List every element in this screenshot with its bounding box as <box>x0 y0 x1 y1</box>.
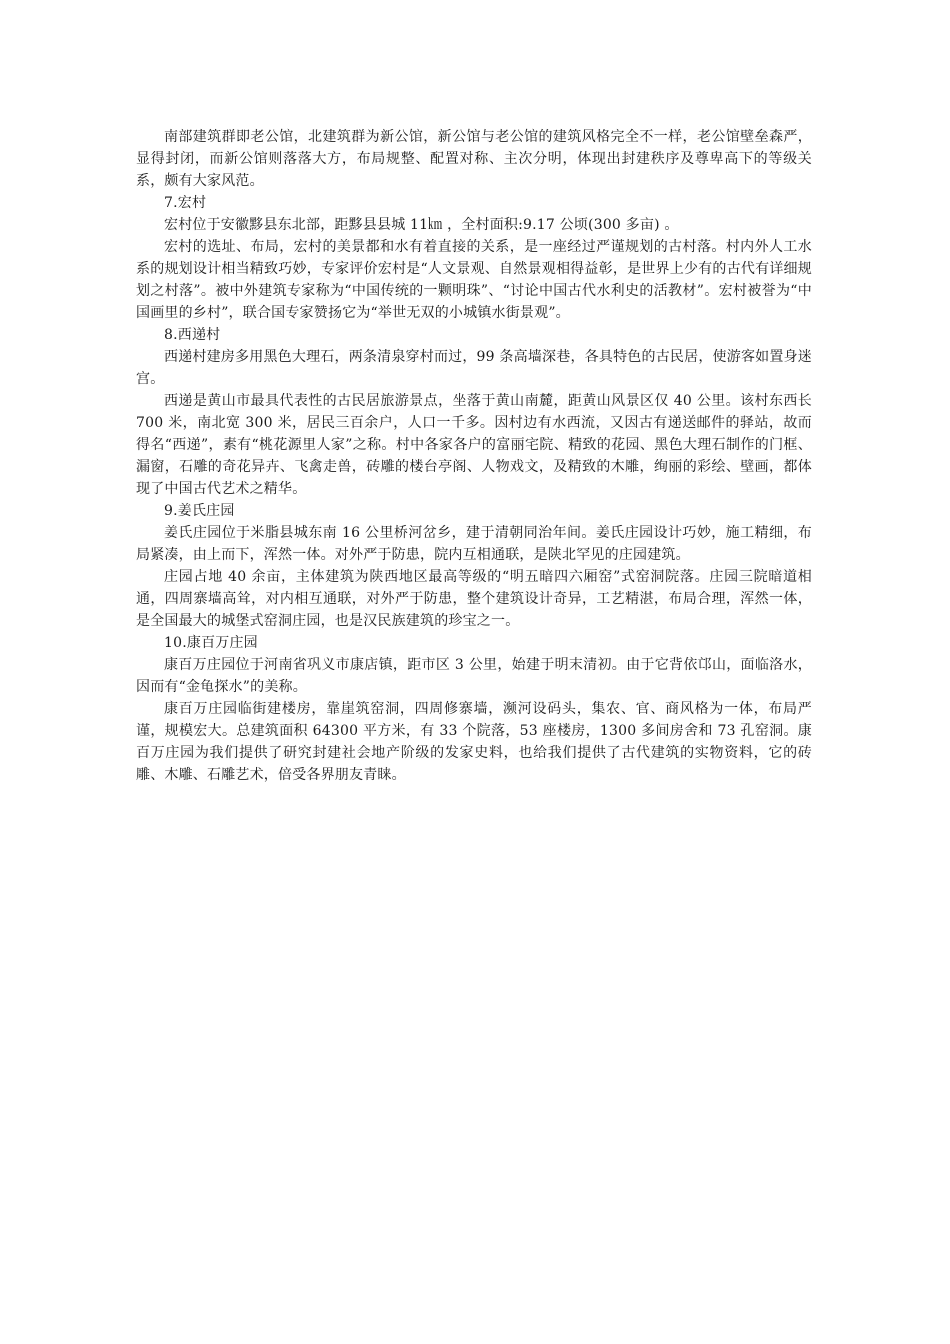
document-page <box>136 126 812 786</box>
paragraph-jiang-manor-layout: 庄园占地 40 余亩，主体建筑为陕西地区最高等级的“明五暗四六厢窑”式窑洞院落。庄园三院暗道相通，四周寨墙高耸，对内相互通联，对外严于防患，整个建筑设计奇异，工艺精湛，布局合理，浑然一体，是全国最大的城堡式窑洞庄园，也是汉民族建筑的珍宝之一。 <box>136 569 812 629</box>
section-heading-hongcun: 7.宏村 <box>164 195 207 211</box>
section-heading-kang-manor: 10.康百万庄园 <box>164 635 258 651</box>
section-heading-jiang-manor: 9.姜氏庄园 <box>164 503 235 519</box>
paragraph-hongcun-planning: 宏村的选址、布局，宏村的美景都和水有着直接的关系，是一座经过严谨规划的古村落。村内外人工水系的规划设计相当精致巧妙，专家评价宏村是“人文景观、自然景观相得益彰，是世界上少有的古代有详细规划之村落”。被中外建筑专家称为“中国传统的一颗明珠”、“讨论中国古代水利史的活教材”。宏村被誉为“中国画里的乡村”，联合国专家赞扬它为“举世无双的小城镇水街景观”。 <box>136 239 812 321</box>
paragraph-xidi-architecture: 西递村建房多用黑色大理石，两条清泉穿村而过，99 条高墙深巷，各具特色的古民居，使游客如置身迷宫。 <box>136 349 812 387</box>
paragraph-kang-manor-location: 康百万庄园位于河南省巩义市康店镇，距市区 3 公里，始建于明末清初。由于它背依邙山，面临洛水，因而有“金龟探水”的美称。 <box>136 657 812 695</box>
paragraph-old-new-mansion: 南部建筑群即老公馆，北建筑群为新公馆，新公馆与老公馆的建筑风格完全不一样，老公馆壁垒森严，显得封闭，而新公馆则落落大方，布局规整、配置对称、主次分明，体现出封建秩序及尊卑高下的等级关系，颇有大家风范。 <box>136 129 812 189</box>
paragraph-kang-manor-description: 康百万庄园临街建楼房，靠崖筑窑洞，四周修寨墙，濒河设码头，集农、官、商风格为一体，布局严谨，规模宏大。总建筑面积 64300 平方米，有 33 个院落，53 座楼房，1300 多间房舍和 73 孔窑洞。康百万庄园为我们提供了研究封建社会地产阶级的发家史料，也给我们提供了古代建筑的实物资料，它的砖雕、木雕、石雕艺术，倍受各界朋友青睐。 <box>136 701 812 783</box>
paragraph-jiang-manor-location: 姜氏庄园位于米脂县城东南 16 公里桥河岔乡，建于清朝同治年间。姜氏庄园设计巧妙，施工精细，布局紧凑，由上而下，浑然一体。对外严于防患，院内互相通联，是陕北罕见的庄园建筑。 <box>136 525 812 563</box>
paragraph-xidi-description: 西递是黄山市最具代表性的古民居旅游景点，坐落于黄山南麓，距黄山风景区仅 40 公里。该村东西长 700 米，南北宽 300 米，居民三百余户，人口一千多。因村边有水西流，又因古有递送邮件的驿站，故而得名“西递”，素有“桃花源里人家”之称。村中各家各户的富丽宅院、精致的花园、黑色大理石制作的门框、漏窗，石雕的奇花异卉、飞禽走兽，砖雕的楼台亭阁、人物戏文，及精致的木雕，绚丽的彩绘、壁画，都体现了中国古代艺术之精华。 <box>136 393 812 497</box>
section-heading-xidi: 8.西递村 <box>164 327 221 343</box>
paragraph-hongcun-location: 宏村位于安徽黟县东北部，距黟县县城 11㎞ ，全村面积:9.17 公顷(300 多亩) 。 <box>164 217 679 233</box>
